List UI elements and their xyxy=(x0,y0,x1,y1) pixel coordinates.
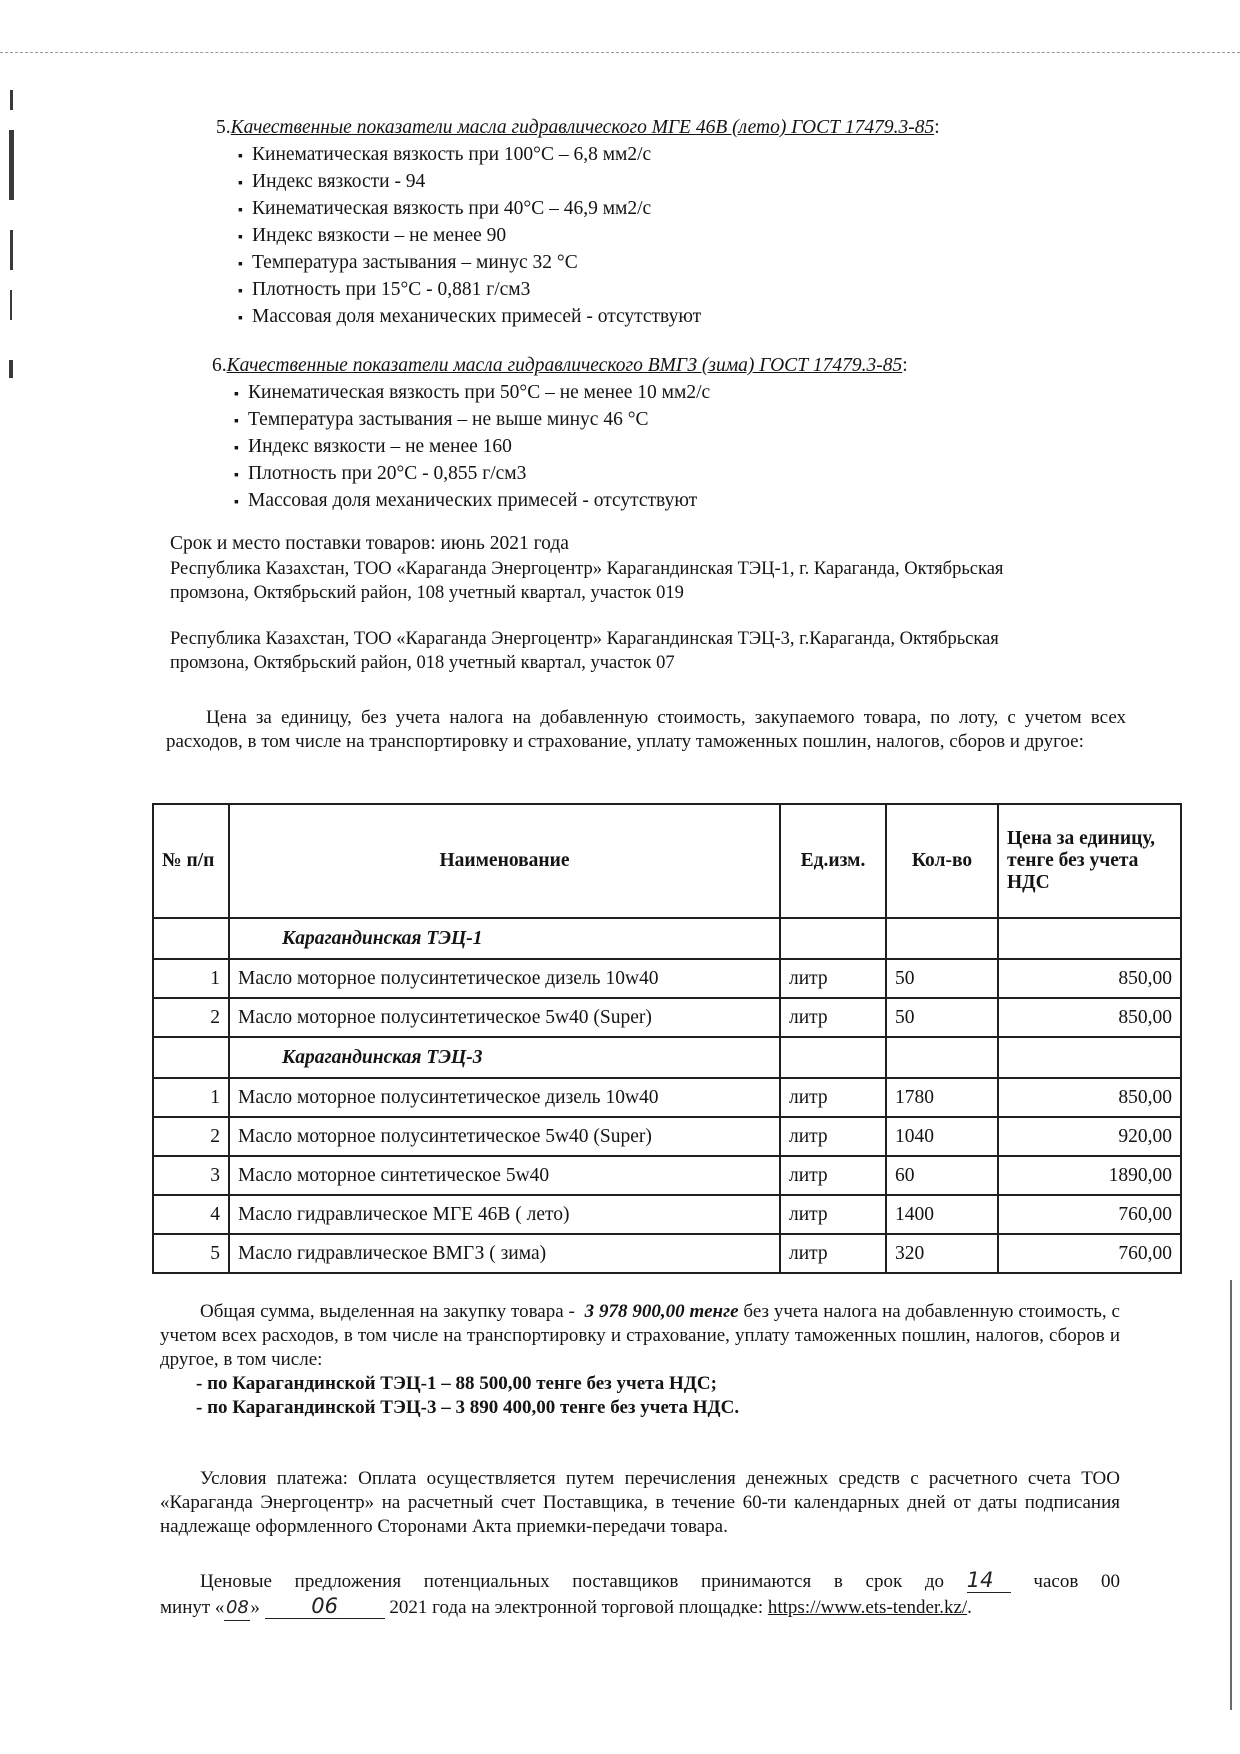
deadline-month: 06 xyxy=(265,1594,385,1619)
section-6-item: ▪ Кинематическая вязкость при 50°С – не менее 10 мм2/с xyxy=(234,380,908,407)
payment-terms: Условия платежа: Оплата осуществляется путем перечисления денежных средств с расчетного счета ТОО «Караганда Энергоцентр» на расчетный счет Поставщика, в течение 60-ти календарных дней от даты подписания надлежаще оформленного Сторонами Акта приемки-передачи товара. xyxy=(160,1468,1120,1537)
header-price: Цена за единицу, тенге без учета НДС xyxy=(998,804,1181,918)
cell-unit: литр xyxy=(780,1078,886,1117)
table-row xyxy=(153,1195,1181,1234)
section-5-item: ▪ Индекс вязкости – не менее 90 xyxy=(238,223,940,250)
cell-name: Масло моторное полусинтетическое 5w40 (Super) xyxy=(229,998,780,1037)
header-num: № п/п xyxy=(153,804,229,918)
table-row xyxy=(153,1078,1181,1117)
delivery-term: Срок и место поставки товаров: июнь 2021 года xyxy=(170,533,569,554)
group-empty-cell xyxy=(780,918,886,959)
section-6-item: ▪ Плотность при 20°С - 0,855 г/см3 xyxy=(234,461,908,488)
cell-price: 760,00 xyxy=(998,1234,1181,1273)
delivery-place-2-line-2: промзона, Октябрьский район, 018 учетный квартал, участок 07 xyxy=(170,653,675,673)
cell-unit: литр xyxy=(780,1117,886,1156)
delivery-place-2-line-1: Республика Казахстан, ТОО «Караганда Энергоцентр» Карагандинская ТЭЦ-3, г.Караганда, Октябрьская xyxy=(170,629,999,649)
deadline-day: 08 xyxy=(224,1596,250,1621)
table-row xyxy=(153,1117,1181,1156)
group-empty-cell xyxy=(998,918,1181,959)
header-name: Наименование xyxy=(229,804,780,918)
cell-unit: литр xyxy=(780,1234,886,1273)
section-5-item: ▪ Массовая доля механических примесей - отсутствуют xyxy=(238,304,940,331)
section-6 xyxy=(212,353,908,515)
table-group-row xyxy=(153,1037,1181,1078)
cell-name: Масло моторное полусинтетическое 5w40 (Super) xyxy=(229,1117,780,1156)
section-6-item: ▪ Массовая доля механических примесей - отсутствуют xyxy=(234,488,908,515)
section-5-item: ▪ Кинематическая вязкость при 40°С – 46,9 мм2/с xyxy=(238,196,940,223)
deadline-block: Ценовые предложения потенциальных поставщиков принимаются в срок до 14 часов 00 минут «08» 06 2021 года на электронной торговой площадке: https://www.ets-tender.kz/. xyxy=(160,1568,1120,1621)
delivery-place-1-line-2: промзона, Октябрьский район, 108 учетный квартал, участок 019 xyxy=(170,583,684,603)
section-5-heading: 5.Качественные показатели масла гидравлического МГЕ 46В (лето) ГОСТ 17479.3-85: xyxy=(216,117,940,138)
cell-name: Масло гидравлическое ВМГЗ ( зима) xyxy=(229,1234,780,1273)
cell-qty: 50 xyxy=(886,998,998,1037)
cell-price: 850,00 xyxy=(998,1078,1181,1117)
cell-num: 1 xyxy=(153,1078,229,1117)
cell-num: 4 xyxy=(153,1195,229,1234)
cell-unit: литр xyxy=(780,1156,886,1195)
cell-qty: 320 xyxy=(886,1234,998,1273)
cell-price: 760,00 xyxy=(998,1195,1181,1234)
price-intro: Цена за единицу, без учета налога на добавленную стоимость, закупаемого товара, по лоту, с учетом всех расходов, в том числе на транспортировку и страхование, уплату таможенных пошлин, налогов, сборов и другое: xyxy=(166,707,1126,752)
table-row xyxy=(153,998,1181,1037)
table-row xyxy=(153,959,1181,998)
cell-qty: 1040 xyxy=(886,1117,998,1156)
table-row xyxy=(153,1156,1181,1195)
group-empty-cell xyxy=(153,1037,229,1078)
section-6-heading: 6.Качественные показатели масла гидравлического ВМГЗ (зима) ГОСТ 17479.3-85: xyxy=(212,355,908,376)
totals-paragraph: Общая сумма, выделенная на закупку товара - 3 978 900,00 тенге без учета налога на добавленную стоимость, с учетом всех расходов, в том числе на транспортировку и страхование, уплату таможенных пошлин, налогов, сборов и другое, в том числе: xyxy=(160,1301,1120,1370)
cell-qty: 50 xyxy=(886,959,998,998)
cell-num: 3 xyxy=(153,1156,229,1195)
cell-num: 1 xyxy=(153,959,229,998)
section-6-item: ▪ Индекс вязкости – не менее 160 xyxy=(234,434,908,461)
group-empty-cell xyxy=(886,918,998,959)
section-5-item: ▪ Температура застывания – минус 32 °С xyxy=(238,250,940,277)
ets-tender-link[interactable]: https://www.ets-tender.kz/ xyxy=(767,1597,968,1618)
cell-num: 2 xyxy=(153,998,229,1037)
cell-name: Масло моторное полусинтетическое дизель 10w40 xyxy=(229,959,780,998)
section-6-title: Качественные показатели масла гидравлического ВМГЗ (зима) ГОСТ 17479.3-85 xyxy=(226,355,903,376)
deadline-hour: 14 xyxy=(967,1568,1011,1593)
cell-price: 1890,00 xyxy=(998,1156,1181,1195)
section-6-item: ▪ Температура застывания – не выше минус 46 °С xyxy=(234,407,908,434)
cell-unit: литр xyxy=(780,998,886,1037)
group-empty-cell xyxy=(153,918,229,959)
section-5 xyxy=(216,115,940,331)
cell-price: 850,00 xyxy=(998,998,1181,1037)
header-unit: Ед.изм. xyxy=(780,804,886,918)
section-6-list xyxy=(234,380,908,515)
cell-num: 5 xyxy=(153,1234,229,1273)
header-qty: Кол-во xyxy=(886,804,998,918)
group-empty-cell xyxy=(998,1037,1181,1078)
cell-name: Масло моторное синтетическое 5w40 xyxy=(229,1156,780,1195)
delivery-place-1-line-1: Республика Казахстан, ТОО «Караганда Энергоцентр» Карагандинская ТЭЦ-1, г. Караганда, Октябрьская xyxy=(170,559,1004,579)
cell-name: Масло гидравлическое МГЕ 46В ( лето) xyxy=(229,1195,780,1234)
cell-qty: 1780 xyxy=(886,1078,998,1117)
group-title: Карагандинская ТЭЦ-1 xyxy=(229,918,780,959)
group-empty-cell xyxy=(886,1037,998,1078)
cell-unit: литр xyxy=(780,1195,886,1234)
total-tec-1: - по Карагандинской ТЭЦ-1 – 88 500,00 тенге без учета НДС; xyxy=(196,1373,717,1394)
table-body xyxy=(153,918,1181,1273)
section-5-list xyxy=(238,142,940,331)
cell-name: Масло моторное полусинтетическое дизель 10w40 xyxy=(229,1078,780,1117)
cell-num: 2 xyxy=(153,1117,229,1156)
section-5-title: Качественные показатели масла гидравлического МГЕ 46В (лето) ГОСТ 17479.3-85 xyxy=(230,117,935,138)
cell-qty: 1400 xyxy=(886,1195,998,1234)
delivery-block xyxy=(170,531,1003,675)
cell-price: 920,00 xyxy=(998,1117,1181,1156)
cell-price: 850,00 xyxy=(998,959,1181,998)
cell-qty: 60 xyxy=(886,1156,998,1195)
table-group-row xyxy=(153,918,1181,959)
cell-unit: литр xyxy=(780,959,886,998)
totals-block xyxy=(160,1300,1120,1420)
goods-table xyxy=(152,803,1182,1274)
table-header-row xyxy=(153,804,1181,918)
section-5-item: ▪ Плотность при 15°С - 0,881 г/см3 xyxy=(238,277,940,304)
table-row xyxy=(153,1234,1181,1273)
total-amount: 3 978 900,00 тенге xyxy=(584,1301,739,1322)
section-5-item: ▪ Индекс вязкости - 94 xyxy=(238,169,940,196)
group-title: Карагандинская ТЭЦ-3 xyxy=(229,1037,780,1078)
group-empty-cell xyxy=(780,1037,886,1078)
section-5-item: ▪ Кинематическая вязкость при 100°С – 6,8 мм2/с xyxy=(238,142,940,169)
total-tec-3: - по Карагандинской ТЭЦ-3 – 3 890 400,00 тенге без учета НДС. xyxy=(196,1397,740,1418)
